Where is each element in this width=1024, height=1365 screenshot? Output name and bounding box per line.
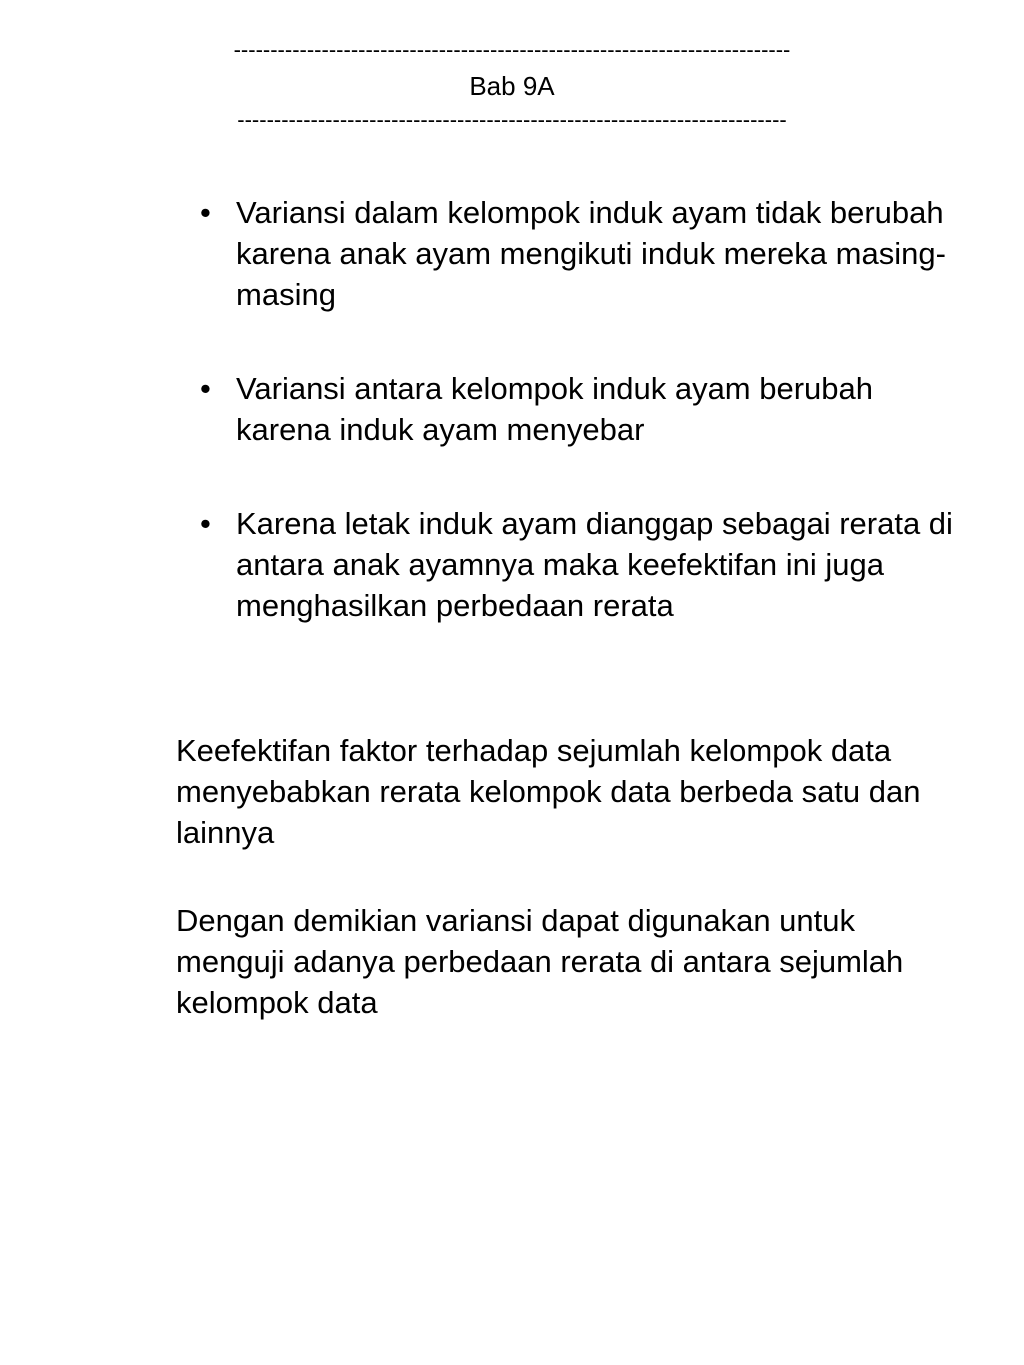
bullet-marker: •: [200, 506, 211, 541]
bullet-text: Karena letak induk ayam dianggap sebagai rerata di antara anak ayamnya maka keefektifan ini juga menghasilkan perbedaan rerata: [236, 506, 953, 623]
bullet-text: Variansi antara kelompok induk ayam berubah karena induk ayam menyebar: [236, 371, 874, 447]
header-top-rule: ----------------------------------------------------------------------------: [233, 37, 791, 62]
bullet-marker: •: [200, 371, 211, 406]
bullet-item: [200, 368, 960, 450]
bullet-list: [200, 192, 960, 679]
body-paragraphs: [176, 730, 966, 1070]
bullet-item: [200, 503, 960, 626]
header-bottom-rule: ---------------------------------------------------------------------------: [237, 107, 787, 132]
paragraph: Keefektifan faktor terhadap sejumlah kelompok data menyebabkan rerata kelompok data berbeda satu dan lainnya: [176, 733, 921, 850]
bullet-marker: •: [200, 195, 211, 230]
chapter-title: Bab 9A: [469, 71, 555, 101]
page-header: [0, 36, 1024, 134]
bullet-item: [200, 192, 960, 315]
bullet-text: Variansi dalam kelompok induk ayam tidak berubah karena anak ayam mengikuti induk mereka masing-masing: [236, 195, 946, 312]
paragraph: Dengan demikian variansi dapat digunakan untuk menguji adanya perbedaan rerata di antara sejumlah kelompok data: [176, 903, 904, 1020]
